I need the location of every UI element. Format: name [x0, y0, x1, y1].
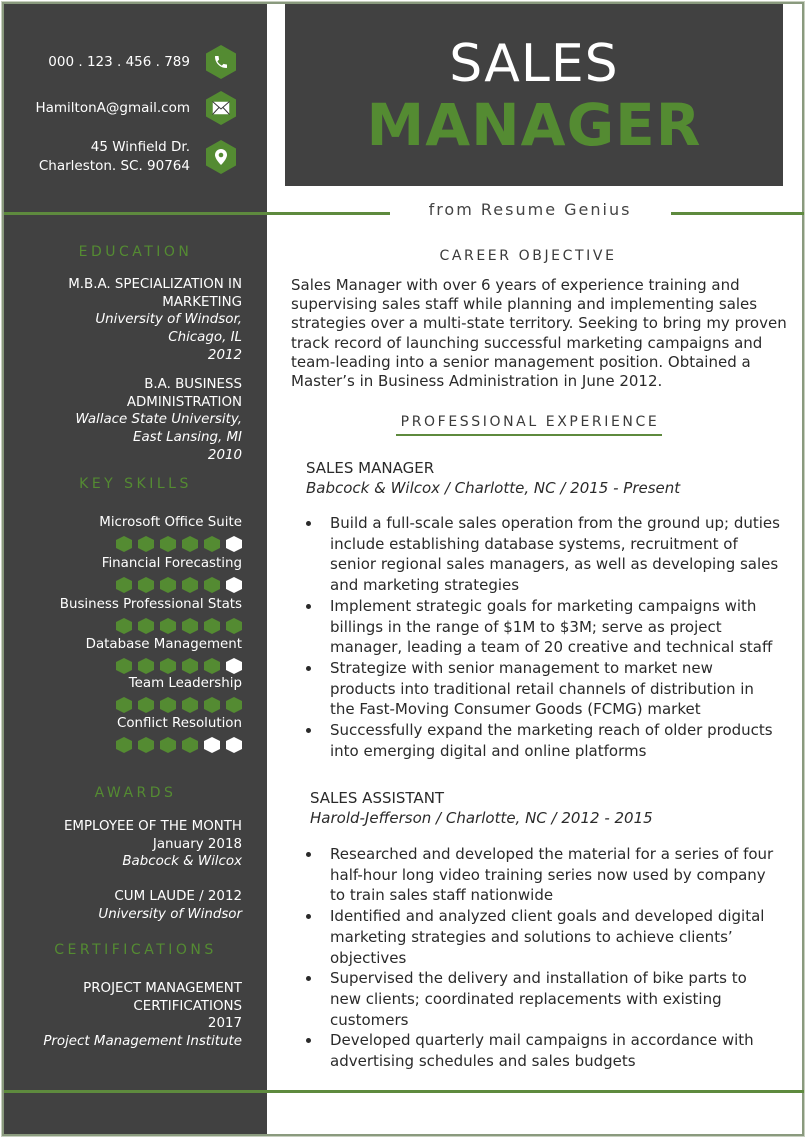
skill-label: Database Management [85, 637, 242, 652]
rating-hexagon-filled-icon [182, 577, 198, 593]
rating-hexagon-filled-icon [116, 577, 132, 593]
cert-year: 2017 [207, 1016, 242, 1032]
mail-icon [206, 91, 236, 125]
address-line-1: 45 Winfield Dr. [90, 139, 190, 155]
school: Wallace State University, [75, 412, 242, 428]
divider-top-right [671, 212, 804, 215]
objective-text: Sales Manager with over 6 years of experience training and supervising sales staff while planning and implementing sales strategies over a multi-state territory. Seeking to bring my proven track record of launching successful marketing campaigns and team-leading into a senior management position. Obtained a Master’s in Business Administration in June 2012. [291, 276, 787, 391]
cert-title: PROJECT MANAGEMENT [83, 981, 242, 996]
rating-hexagon-filled-icon [116, 618, 132, 634]
rating-hexagon-empty-icon [204, 737, 220, 753]
rating-hexagon-filled-icon [138, 536, 154, 552]
award-date: January 2018 [152, 836, 242, 852]
rating-hexagon-filled-icon [182, 737, 198, 753]
phone-icon [206, 45, 236, 79]
job-title: SALES MANAGER [306, 459, 435, 477]
skill-label: Financial Forecasting [101, 556, 242, 571]
rating-hexagon-filled-icon [226, 697, 242, 713]
skill-rating [116, 737, 242, 753]
school-location: Chicago, IL [168, 330, 242, 346]
job-title: SALES ASSISTANT [310, 789, 445, 807]
year: 2010 [207, 447, 242, 463]
objective-heading: CAREER OBJECTIVE [439, 248, 617, 264]
skills-heading: KEY SKILLS [79, 476, 192, 492]
email-text[interactable]: HamiltonA@gmail.com [35, 99, 190, 116]
rating-hexagon-filled-icon [160, 737, 176, 753]
rating-hexagon-filled-icon [116, 737, 132, 753]
rating-hexagon-filled-icon [204, 536, 220, 552]
award-item [12, 888, 242, 923]
skill-label: Team Leadership [128, 676, 242, 691]
job-meta: Babcock & Wilcox / Charlotte, NC / 2015 - Present [306, 479, 681, 497]
rating-hexagon-filled-icon [182, 618, 198, 634]
skill-rating [116, 577, 242, 593]
rating-hexagon-filled-icon [182, 697, 198, 713]
title-line-1: SALES [449, 34, 619, 94]
degree: MARKETING [162, 294, 242, 310]
school-location: East Lansing, MI [132, 430, 242, 446]
awards-heading: AWARDS [94, 785, 177, 801]
rating-hexagon-filled-icon [204, 697, 220, 713]
bullet-item: Researched and developed the material for a series of four half-hour long video training series now used by company to train sales staff nationwide [300, 844, 780, 906]
bullet-item: Build a full-scale sales operation from the ground up; duties include establishing database systems, recruitment of senior regional sales managers, as well as developing sales and marketing strategies [300, 513, 780, 596]
divider-bottom [4, 1090, 804, 1093]
degree: B.A. BUSINESS [144, 377, 242, 392]
skill-label: Conflict Resolution [116, 716, 242, 731]
address-text [39, 138, 190, 176]
rating-hexagon-filled-icon [116, 697, 132, 713]
rating-hexagon-filled-icon [182, 536, 198, 552]
subtitle: from Resume Genius [428, 200, 632, 219]
education-item [12, 376, 242, 465]
year: 2012 [207, 347, 242, 363]
degree: M.B.A. SPECIALIZATION IN [68, 277, 242, 292]
rating-hexagon-filled-icon [160, 577, 176, 593]
degree: ADMINISTRATION [126, 394, 242, 410]
rating-hexagon-filled-icon [160, 536, 176, 552]
bullet-item: Developed quarterly mail campaigns in accordance with advertising schedules and sales budgets [300, 1030, 780, 1071]
award-title: CUM LAUDE / 2012 [114, 889, 242, 904]
skill-rating [116, 536, 242, 552]
award-org: University of Windsor [98, 906, 242, 922]
award-title: EMPLOYEE OF THE MONTH [63, 819, 242, 834]
certification-item [12, 980, 242, 1051]
bullet-item: Strategize with senior management to market new products into traditional retail channels of distribution in the Fast-Moving Consumer Goods (FCMG) market [300, 658, 780, 720]
skill-rating [116, 658, 242, 674]
rating-hexagon-empty-icon [226, 658, 242, 674]
rating-hexagon-empty-icon [226, 577, 242, 593]
certifications-heading: CERTIFICATIONS [54, 942, 217, 958]
bullet-item: Successfully expand the marketing reach of older products into emerging digital and online platforms [300, 720, 780, 761]
rating-hexagon-empty-icon [226, 536, 242, 552]
education-heading: EDUCATION [78, 244, 193, 260]
rating-hexagon-filled-icon [116, 536, 132, 552]
bullet-item: Supervised the delivery and installation of bike parts to new clients; coordinated replacements with existing customers [300, 968, 780, 1030]
cert-issuer: Project Management Institute [43, 1034, 242, 1050]
rating-hexagon-filled-icon [138, 618, 154, 634]
rating-hexagon-filled-icon [204, 577, 220, 593]
divider-top-left [4, 212, 390, 215]
experience-underline [396, 434, 662, 436]
contact-phone [48, 45, 236, 79]
award-item [12, 818, 242, 871]
rating-hexagon-empty-icon [226, 737, 242, 753]
skill-label: Microsoft Office Suite [99, 515, 242, 530]
rating-hexagon-filled-icon [138, 737, 154, 753]
rating-hexagon-filled-icon [160, 658, 176, 674]
rating-hexagon-filled-icon [138, 697, 154, 713]
job-bullets [300, 844, 780, 1072]
title-line-2: MANAGER [366, 91, 702, 159]
contact-address [39, 138, 236, 176]
job-bullets [300, 513, 780, 761]
rating-hexagon-filled-icon [160, 697, 176, 713]
skill-label: Business Professional Stats [59, 597, 242, 612]
rating-hexagon-filled-icon [138, 658, 154, 674]
rating-hexagon-filled-icon [160, 618, 176, 634]
location-pin-icon [206, 140, 236, 174]
address-line-2: Charleston. SC. 90764 [38, 158, 190, 174]
rating-hexagon-filled-icon [226, 618, 242, 634]
education-item [12, 276, 242, 365]
skill-rating [116, 618, 242, 634]
skill-rating [116, 697, 242, 713]
rating-hexagon-filled-icon [116, 658, 132, 674]
title-box [285, 4, 783, 186]
job-meta: Harold-Jefferson / Charlotte, NC / 2012 - 2015 [310, 809, 653, 827]
experience-heading: PROFESSIONAL EXPERIENCE [400, 414, 660, 430]
rating-hexagon-filled-icon [204, 618, 220, 634]
bullet-item: Implement strategic goals for marketing campaigns with billings in the range of $1M to $3M; serve as project manager, leading a team of 20 creative and technical staff [300, 596, 780, 658]
cert-title: CERTIFICATIONS [133, 998, 242, 1014]
contact-email [35, 91, 236, 125]
rating-hexagon-filled-icon [204, 658, 220, 674]
award-org: Babcock & Wilcox [122, 854, 242, 870]
school: University of Windsor, [95, 312, 242, 328]
phone-text: 000 . 123 . 456 . 789 [48, 53, 190, 70]
bullet-item: Identified and analyzed client goals and developed digital marketing strategies and solutions to achieve clients’ objectives [300, 906, 780, 968]
rating-hexagon-filled-icon [182, 658, 198, 674]
rating-hexagon-filled-icon [138, 577, 154, 593]
